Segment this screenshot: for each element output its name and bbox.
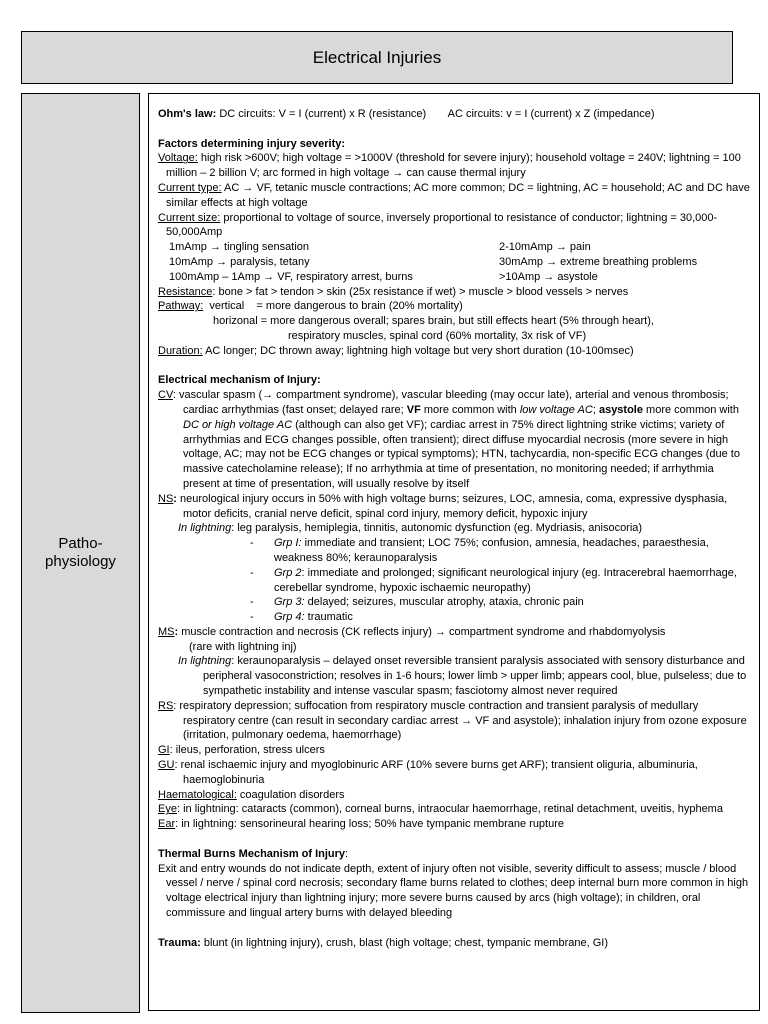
ns-text: neurological injury occurs in 50% with high voltage burns; seizures, LOC, amnesia, coma, expressive dysphasia, motor deficits, cranial nerve deficit, spinal cord injury, memory deficit, hypoxic injury xyxy=(176,492,728,520)
ms-lightning-label: In lightning xyxy=(178,655,232,668)
current-row-2 xyxy=(158,255,751,270)
gu-item xyxy=(158,758,751,788)
group-label: Grp 4: xyxy=(274,611,305,624)
group-text: immediate and transient; LOC 75%; confusion, amnesia, headaches, paraesthesia, weakness 80%; keraunoparalysis xyxy=(274,537,709,564)
cv-low-voltage: low voltage AC xyxy=(519,403,593,416)
current-row-left: 100mAmp – 1Amp → VF, respiratory arrest, burns xyxy=(169,270,413,283)
cv-high-voltage: DC or high voltage AC xyxy=(183,418,293,431)
gu-text: : renal ischaemic injury and myoglobinuric ARF (10% severe burns get ARF); transient oliguria, albuminuria, haemoglobinuria xyxy=(174,759,698,786)
group-text: delayed; seizures, muscular atrophy, ataxia, chronic pain xyxy=(304,596,584,609)
ns-group-4 xyxy=(158,610,751,625)
thermal-heading xyxy=(158,847,751,862)
ms-colon: : xyxy=(174,625,179,638)
current-type-label: Current type: xyxy=(158,181,222,194)
ns-lightning xyxy=(158,521,751,536)
thermal-colon: : xyxy=(345,847,349,860)
resistance-item xyxy=(158,285,751,300)
side-label-line: physiology xyxy=(45,553,116,570)
ms-lightning-text: : keraunoparalysis – delayed onset reversible transient paralysis associated with sensory disturbance and peripheral vasoconstriction; resolves in 1-6 hours; lower limb > upper limb; appears cool, blue, pulseless; due to sympathetic instability and intense vascular spasm; fasciotomy almost never required xyxy=(203,655,747,698)
cv-text-1: : vascular spasm (→ compartment syndrome), vascular bleeding (may occur late), arterial and venous thrombosis; cardiac arrhythmias (fast onset; delayed rare; xyxy=(172,389,729,416)
pathway-label: Pathway: xyxy=(158,300,204,313)
gu-label: GU xyxy=(158,759,175,772)
cv-label: CV xyxy=(158,389,173,402)
voltage-item xyxy=(158,151,751,181)
rs-text: : respiratory depression; suffocation from respiratory muscle contraction and transient paralysis of medullary respiratory centre (can result in secondary cardiac arrest → VF and asystole); inhalation injury from ozone exposure (irritation, pulmonary oedema, haemorrhage) xyxy=(173,699,747,742)
current-row-3 xyxy=(158,270,751,285)
cv-text-5: (although can also get VF); cardiac arrest in 75% direct lightning strike victims; variety of arrhythmias and ECG changes possible, often transient); direct diffuse myocardial necrosis (more severe in high voltage, AC; may not be ECG changes or typical symptoms); HTN, tachycardia, non-specific ECG changes (due to massive catecholamine release); If no arrhythmia at time of presentation, no monitoring needed; if arrhythmia present at time of presentation, will usually resolve by itself xyxy=(183,418,740,490)
ns-group-3 xyxy=(158,595,751,610)
duration-label: Duration: xyxy=(158,344,203,357)
group-label: Grp 3: xyxy=(274,596,305,609)
current-type-item xyxy=(158,181,751,211)
dash-marker: - xyxy=(250,566,254,579)
dash-marker: - xyxy=(250,596,254,609)
current-row-right: 2-10mAmp → pain xyxy=(499,241,591,254)
ohms-law-line xyxy=(158,107,751,122)
ms-text: muscle contraction and necrosis (CK reflects injury) → compartment syndrome and rhabdomyolysis xyxy=(178,625,666,638)
eye-text: : in lightning: cataracts (common), corneal burns, intraocular haemorrhage, retinal detachment, uveitis, hyphema xyxy=(176,803,723,816)
eye-label: Eye xyxy=(158,803,177,816)
current-size-text: proportional to voltage of source, inversely proportional to resistance of conductor; lightning = 30,000-50,000Amp xyxy=(166,211,718,239)
haem-label: Haematological: xyxy=(158,788,237,801)
page-title: Electrical Injuries xyxy=(312,47,442,67)
cv-text-3: ; xyxy=(592,403,599,416)
resistance-label: Resistance xyxy=(158,285,213,298)
side-label-line: Patho- xyxy=(58,535,103,552)
ns-group-1 xyxy=(158,536,751,566)
voltage-text: high risk >600V; high voltage = >1000V (threshold for severe injury); household voltage = 240V; lightning = 100 million – 2 billion V; arc formed in high voltage → can cause thermal injury xyxy=(166,152,741,180)
side-label-box xyxy=(21,93,140,1013)
current-row-1 xyxy=(158,240,751,255)
eye-item xyxy=(158,802,751,817)
ear-label: Ear xyxy=(158,818,176,831)
ms-item xyxy=(158,625,751,640)
group-text: : immediate and prolonged; significant neurological injury (eg. Intracerebral haemorrhage, cerebellar syndrome, hypoxic ischaemic neuropathy) xyxy=(274,566,737,594)
cv-asystole: asystole xyxy=(598,403,643,416)
content-box xyxy=(148,93,760,1011)
ohms-law-label: Ohm's law: xyxy=(158,108,217,120)
group-label: Grp I: xyxy=(274,537,302,550)
haem-text: coagulation disorders xyxy=(236,788,345,801)
cv-text-4: more common with xyxy=(642,403,739,416)
thermal-text: Exit and entry wounds do not indicate depth, extent of injury often not visible, severity difficult to assess; muscle / blood vessel / nerve / spinal cord necrosis; secondary flame burns related to clothes; deep internal burn more common in high voltage electrical injury than lightning injury; more severe burns caused by arcs (high voltage); in children, oral commissure and lingual artery burns with delayed bleeding xyxy=(158,862,749,920)
gi-text: : ileus, perforation, stress ulcers xyxy=(169,744,325,757)
pathway-line3: respiratory muscles, spinal cord (60% mortality, 3x risk of VF) xyxy=(288,329,587,342)
cv-item xyxy=(158,388,751,492)
trauma-label: Trauma: xyxy=(158,936,201,949)
dash-marker: - xyxy=(250,537,254,550)
ear-text: : in lightning: sensorineural hearing loss; 50% have tympanic membrane rupture xyxy=(175,818,565,831)
current-row-right: >10Amp → asystole xyxy=(499,270,598,283)
cv-text-2: more common with xyxy=(420,403,520,416)
pathway-item xyxy=(158,299,751,314)
ns-colon: : xyxy=(173,492,177,505)
side-label xyxy=(45,535,116,571)
resistance-text: : bone > fat > tendon > skin (25x resistance if wet) > muscle > blood vessels > nerves xyxy=(212,285,629,298)
current-size-item xyxy=(158,211,751,241)
pathway-line1: vertical = more dangerous to brain (20% mortality) xyxy=(203,300,463,313)
haem-item xyxy=(158,788,751,803)
trauma-text: blunt (in lightning injury), crush, blast (high voltage; chest, tympanic membrane, GI) xyxy=(200,936,608,949)
voltage-label: Voltage: xyxy=(158,152,198,165)
group-text: traumatic xyxy=(304,611,353,624)
ns-label: NS xyxy=(158,492,174,505)
duration-text: AC longer; DC thrown away; lightning high voltage but very short duration (10-100msec) xyxy=(205,344,634,357)
ear-item xyxy=(158,817,751,832)
current-size-label: Current size: xyxy=(158,211,221,224)
dash-marker: - xyxy=(250,611,254,624)
group-label: Grp 2 xyxy=(274,566,302,579)
current-row-right: 30mAmp → extreme breathing problems xyxy=(499,255,698,268)
rs-label: RS xyxy=(158,699,174,712)
current-row-left: 1mAmp → tingling sensation xyxy=(169,241,310,254)
gi-label: GI xyxy=(158,744,170,757)
ns-item xyxy=(158,492,751,522)
title-box xyxy=(21,31,733,84)
duration-item xyxy=(158,344,751,359)
cv-vf: VF xyxy=(406,403,421,416)
thermal-heading-text: Thermal Burns Mechanism of Injury xyxy=(158,847,346,860)
factors-heading: Factors determining injury severity: xyxy=(158,137,346,150)
rs-item xyxy=(158,699,751,743)
ac-formula: AC circuits: v = I (current) x Z (impedance) xyxy=(447,108,655,120)
ms-label: MS xyxy=(158,625,175,638)
dc-formula: DC circuits: V = I (current) x R (resistance) xyxy=(219,108,427,120)
ns-lightning-label: In lightning xyxy=(178,522,232,535)
ms-text2: (rare with lightning inj) xyxy=(189,640,297,653)
ns-group-2 xyxy=(158,566,751,596)
gi-item xyxy=(158,743,751,758)
pathway-line2: horizonal = more dangerous overall; spares brain, but still effects heart (5% through heart), xyxy=(213,315,654,328)
trauma-item xyxy=(158,936,751,951)
ns-lightning-text: : leg paralysis, hemiplegia, tinnitis, autonomic dysfunction (eg. Mydriasis, anisocoria) xyxy=(231,522,643,535)
current-type-text: AC → VF, tetanic muscle contractions; AC more common; DC = lightning, AC = household; AC and DC have similar effects at high voltage xyxy=(166,181,750,209)
ms-lightning xyxy=(158,654,751,698)
electrical-heading: Electrical mechanism of Injury: xyxy=(158,374,321,387)
current-row-left: 10mAmp → paralysis, tetany xyxy=(169,255,310,268)
